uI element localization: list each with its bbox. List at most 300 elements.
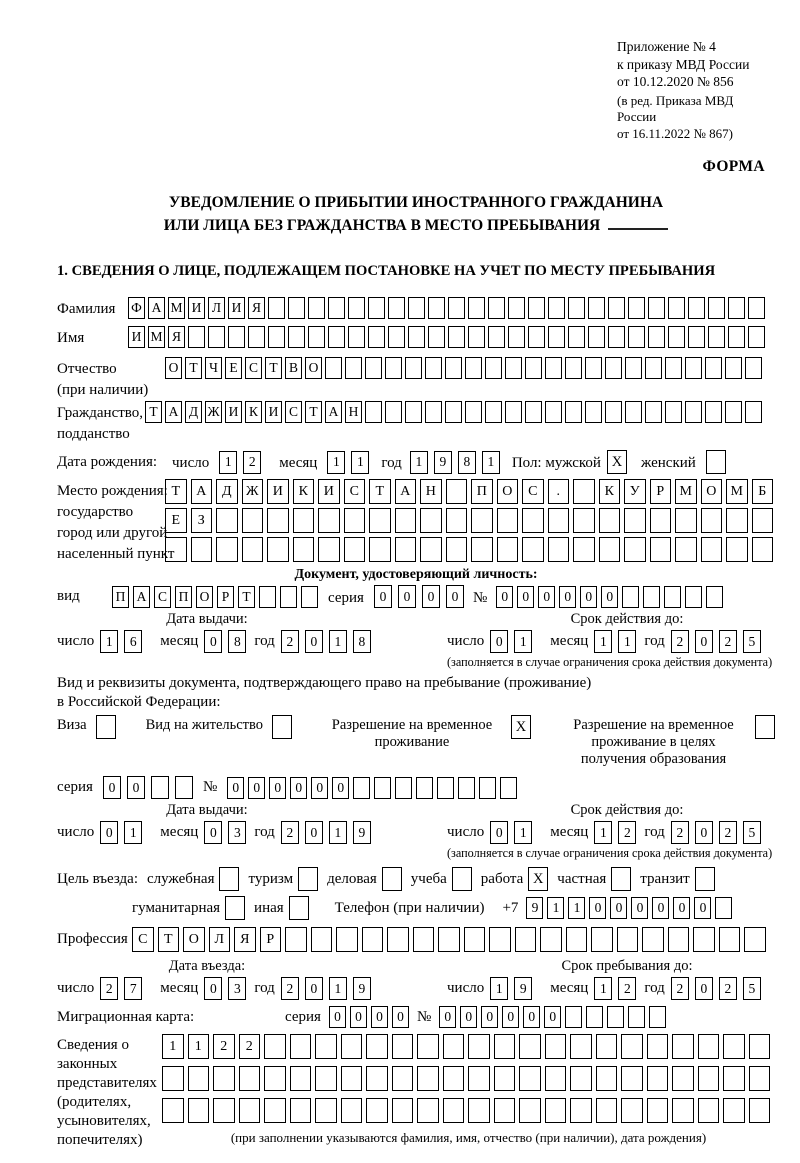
char-cell[interactable] — [417, 1034, 439, 1059]
option-temp-residence-education-checkbox[interactable] — [755, 715, 775, 739]
purpose-tourism-checkbox[interactable] — [298, 867, 318, 891]
char-cell[interactable] — [719, 927, 741, 952]
char-cell[interactable] — [290, 1066, 312, 1091]
char-cell[interactable]: 0 — [601, 586, 618, 608]
char-cell[interactable] — [548, 537, 570, 562]
char-cell[interactable] — [268, 297, 285, 319]
char-cell[interactable]: К — [245, 401, 262, 423]
char-cell[interactable] — [588, 297, 605, 319]
char-cell[interactable] — [494, 1098, 516, 1123]
char-cell[interactable] — [465, 401, 482, 423]
residence-issue-day-cells[interactable] — [100, 821, 142, 844]
char-cell[interactable]: 2 — [239, 1034, 261, 1059]
char-cell[interactable] — [388, 326, 405, 348]
char-cell[interactable] — [311, 927, 333, 952]
char-cell[interactable] — [488, 297, 505, 319]
char-cell[interactable] — [565, 401, 582, 423]
char-cell[interactable] — [293, 537, 315, 562]
char-cell[interactable] — [605, 357, 622, 379]
char-cell[interactable] — [288, 297, 305, 319]
char-cell[interactable]: 0 — [248, 777, 265, 799]
char-cell[interactable] — [723, 1098, 745, 1123]
char-cell[interactable] — [573, 508, 595, 533]
char-cell[interactable] — [425, 401, 442, 423]
char-cell[interactable] — [369, 537, 391, 562]
char-cell[interactable]: 0 — [204, 821, 222, 844]
entry-year-cells[interactable] — [281, 977, 371, 1000]
char-cell[interactable] — [264, 1066, 286, 1091]
char-cell[interactable]: К — [599, 479, 621, 504]
residence-expiry-year-cells[interactable] — [671, 821, 761, 844]
char-cell[interactable] — [565, 357, 582, 379]
char-cell[interactable] — [701, 537, 723, 562]
char-cell[interactable]: П — [175, 586, 192, 608]
char-cell[interactable]: 0 — [695, 630, 713, 653]
char-cell[interactable]: 1 — [162, 1034, 184, 1059]
char-cell[interactable]: 0 — [446, 585, 464, 608]
char-cell[interactable]: А — [165, 401, 182, 423]
char-cell[interactable] — [642, 927, 664, 952]
char-cell[interactable]: 1 — [618, 630, 636, 653]
char-cell[interactable] — [446, 537, 468, 562]
char-cell[interactable] — [301, 586, 318, 608]
char-cell[interactable]: 0 — [103, 776, 121, 799]
char-cell[interactable]: 7 — [124, 977, 142, 1000]
char-cell[interactable]: 8 — [458, 451, 476, 474]
char-cell[interactable] — [188, 1098, 210, 1123]
char-cell[interactable] — [685, 586, 702, 608]
char-cell[interactable] — [621, 1098, 643, 1123]
char-cell[interactable] — [428, 297, 445, 319]
char-cell[interactable]: И — [188, 297, 205, 319]
char-cell[interactable]: 1 — [482, 451, 500, 474]
char-cell[interactable] — [643, 586, 660, 608]
char-cell[interactable]: 0 — [481, 1006, 498, 1028]
char-cell[interactable]: 0 — [350, 1006, 367, 1028]
char-cell[interactable]: 9 — [434, 451, 452, 474]
char-cell[interactable]: 0 — [332, 777, 349, 799]
char-cell[interactable] — [621, 1034, 643, 1059]
char-cell[interactable] — [608, 297, 625, 319]
char-cell[interactable] — [388, 297, 405, 319]
char-cell[interactable] — [698, 1066, 720, 1091]
char-cell[interactable] — [264, 1034, 286, 1059]
char-cell[interactable]: С — [522, 479, 544, 504]
char-cell[interactable] — [625, 401, 642, 423]
char-cell[interactable]: 1 — [514, 821, 532, 844]
char-cell[interactable] — [368, 297, 385, 319]
char-cell[interactable] — [293, 508, 315, 533]
char-cell[interactable] — [374, 777, 391, 799]
char-cell[interactable] — [705, 357, 722, 379]
char-cell[interactable] — [596, 1066, 618, 1091]
char-cell[interactable]: 2 — [243, 451, 261, 474]
char-cell[interactable] — [341, 1034, 363, 1059]
stay-until-year-cells[interactable] — [671, 977, 761, 1000]
char-cell[interactable] — [698, 1098, 720, 1123]
char-cell[interactable]: И — [267, 479, 289, 504]
identity-expiry-day-cells[interactable] — [490, 630, 532, 653]
stay-until-month-cells[interactable] — [594, 977, 636, 1000]
birth-place-cells-row3[interactable] — [165, 537, 773, 562]
purpose-humanitarian-checkbox[interactable] — [225, 896, 245, 920]
char-cell[interactable] — [485, 357, 502, 379]
residence-series-cells[interactable] — [103, 776, 193, 799]
char-cell[interactable] — [328, 326, 345, 348]
char-cell[interactable]: И — [225, 401, 242, 423]
char-cell[interactable]: О — [497, 479, 519, 504]
char-cell[interactable] — [336, 927, 358, 952]
char-cell[interactable]: 2 — [719, 977, 737, 1000]
char-cell[interactable]: Я — [168, 326, 185, 348]
char-cell[interactable] — [749, 1034, 771, 1059]
char-cell[interactable]: А — [148, 297, 165, 319]
profession-cells[interactable] — [132, 927, 766, 952]
char-cell[interactable] — [464, 927, 486, 952]
char-cell[interactable]: 0 — [305, 977, 323, 1000]
char-cell[interactable] — [268, 326, 285, 348]
char-cell[interactable] — [445, 401, 462, 423]
char-cell[interactable] — [165, 537, 187, 562]
char-cell[interactable]: С — [245, 357, 262, 379]
char-cell[interactable] — [315, 1098, 337, 1123]
char-cell[interactable] — [445, 357, 462, 379]
sex-male-checkbox[interactable]: X — [607, 450, 627, 474]
char-cell[interactable]: 0 — [290, 777, 307, 799]
char-cell[interactable] — [605, 401, 622, 423]
char-cell[interactable] — [500, 777, 517, 799]
char-cell[interactable] — [188, 326, 205, 348]
char-cell[interactable]: У — [624, 479, 646, 504]
birth-day-cells[interactable] — [219, 451, 261, 474]
char-cell[interactable] — [548, 508, 570, 533]
char-cell[interactable] — [548, 326, 565, 348]
char-cell[interactable] — [405, 401, 422, 423]
char-cell[interactable]: 9 — [526, 897, 543, 919]
char-cell[interactable]: Д — [185, 401, 202, 423]
char-cell[interactable] — [672, 1034, 694, 1059]
char-cell[interactable] — [348, 326, 365, 348]
char-cell[interactable] — [585, 357, 602, 379]
char-cell[interactable]: 9 — [514, 977, 532, 1000]
char-cell[interactable] — [515, 927, 537, 952]
char-cell[interactable] — [528, 326, 545, 348]
char-cell[interactable]: А — [133, 586, 150, 608]
char-cell[interactable] — [348, 297, 365, 319]
char-cell[interactable]: 0 — [673, 897, 690, 919]
purpose-transit-checkbox[interactable] — [695, 867, 715, 891]
char-cell[interactable] — [408, 297, 425, 319]
char-cell[interactable]: 1 — [410, 451, 428, 474]
char-cell[interactable]: 2 — [618, 821, 636, 844]
char-cell[interactable] — [468, 1034, 490, 1059]
char-cell[interactable] — [519, 1066, 541, 1091]
char-cell[interactable] — [385, 357, 402, 379]
char-cell[interactable] — [239, 1098, 261, 1123]
char-cell[interactable]: 1 — [219, 451, 237, 474]
char-cell[interactable] — [443, 1034, 465, 1059]
char-cell[interactable] — [417, 1066, 439, 1091]
char-cell[interactable]: Ч — [205, 357, 222, 379]
char-cell[interactable]: 2 — [281, 821, 299, 844]
char-cell[interactable] — [362, 927, 384, 952]
sex-female-checkbox[interactable] — [706, 450, 726, 474]
char-cell[interactable]: П — [471, 479, 493, 504]
char-cell[interactable] — [622, 586, 639, 608]
entry-day-cells[interactable] — [100, 977, 142, 1000]
char-cell[interactable] — [485, 401, 502, 423]
char-cell[interactable] — [408, 326, 425, 348]
char-cell[interactable]: 0 — [398, 585, 416, 608]
char-cell[interactable] — [672, 1098, 694, 1123]
char-cell[interactable] — [545, 1034, 567, 1059]
char-cell[interactable]: Т — [265, 357, 282, 379]
residence-expiry-day-cells[interactable] — [490, 821, 532, 844]
char-cell[interactable] — [489, 927, 511, 952]
char-cell[interactable]: 0 — [490, 821, 508, 844]
identity-issue-day-cells[interactable] — [100, 630, 142, 653]
char-cell[interactable]: 2 — [281, 977, 299, 1000]
char-cell[interactable] — [443, 1098, 465, 1123]
char-cell[interactable] — [267, 537, 289, 562]
citizenship-cells[interactable] — [145, 401, 762, 423]
char-cell[interactable] — [728, 326, 745, 348]
char-cell[interactable] — [248, 326, 265, 348]
char-cell[interactable]: Ж — [205, 401, 222, 423]
char-cell[interactable] — [341, 1066, 363, 1091]
char-cell[interactable]: 0 — [305, 630, 323, 653]
char-cell[interactable] — [290, 1098, 312, 1123]
char-cell[interactable]: 1 — [594, 821, 612, 844]
char-cell[interactable] — [752, 508, 774, 533]
char-cell[interactable]: Я — [234, 927, 256, 952]
char-cell[interactable]: 1 — [329, 630, 347, 653]
char-cell[interactable]: 0 — [422, 585, 440, 608]
char-cell[interactable]: Р — [217, 586, 234, 608]
char-cell[interactable]: Т — [369, 479, 391, 504]
char-cell[interactable]: 0 — [269, 777, 286, 799]
identity-series-cells[interactable] — [374, 585, 464, 608]
residence-issue-month-cells[interactable] — [204, 821, 246, 844]
char-cell[interactable] — [668, 297, 685, 319]
char-cell[interactable] — [239, 1066, 261, 1091]
char-cell[interactable] — [650, 508, 672, 533]
char-cell[interactable] — [668, 927, 690, 952]
char-cell[interactable] — [708, 297, 725, 319]
char-cell[interactable] — [519, 1098, 541, 1123]
char-cell[interactable]: 1 — [594, 977, 612, 1000]
char-cell[interactable] — [315, 1066, 337, 1091]
char-cell[interactable] — [588, 326, 605, 348]
char-cell[interactable]: Е — [225, 357, 242, 379]
purpose-work-checkbox[interactable]: X — [528, 867, 548, 891]
char-cell[interactable]: Ж — [242, 479, 264, 504]
char-cell[interactable] — [545, 357, 562, 379]
char-cell[interactable]: 9 — [353, 821, 371, 844]
char-cell[interactable] — [208, 326, 225, 348]
char-cell[interactable] — [318, 508, 340, 533]
char-cell[interactable] — [288, 326, 305, 348]
representatives-cells-row1[interactable] — [162, 1034, 775, 1059]
char-cell[interactable] — [392, 1098, 414, 1123]
char-cell[interactable] — [366, 1098, 388, 1123]
char-cell[interactable]: О — [305, 357, 322, 379]
char-cell[interactable] — [479, 777, 496, 799]
char-cell[interactable] — [420, 508, 442, 533]
char-cell[interactable]: Т — [238, 586, 255, 608]
char-cell[interactable]: 2 — [213, 1034, 235, 1059]
char-cell[interactable] — [267, 508, 289, 533]
char-cell[interactable]: 1 — [327, 451, 345, 474]
char-cell[interactable] — [448, 326, 465, 348]
char-cell[interactable]: Р — [650, 479, 672, 504]
char-cell[interactable]: 5 — [743, 630, 761, 653]
char-cell[interactable]: 1 — [568, 897, 585, 919]
char-cell[interactable] — [387, 927, 409, 952]
char-cell[interactable] — [497, 537, 519, 562]
char-cell[interactable]: И — [228, 297, 245, 319]
char-cell[interactable]: 1 — [514, 630, 532, 653]
char-cell[interactable] — [285, 927, 307, 952]
char-cell[interactable]: Л — [209, 927, 231, 952]
char-cell[interactable]: 2 — [671, 821, 689, 844]
char-cell[interactable]: 0 — [523, 1006, 540, 1028]
char-cell[interactable] — [649, 1006, 666, 1028]
char-cell[interactable]: И — [318, 479, 340, 504]
char-cell[interactable] — [525, 401, 542, 423]
char-cell[interactable]: 1 — [490, 977, 508, 1000]
char-cell[interactable] — [438, 927, 460, 952]
char-cell[interactable] — [685, 357, 702, 379]
char-cell[interactable] — [318, 537, 340, 562]
char-cell[interactable]: П — [112, 586, 129, 608]
char-cell[interactable]: 0 — [589, 897, 606, 919]
char-cell[interactable] — [715, 897, 732, 919]
char-cell[interactable] — [648, 326, 665, 348]
char-cell[interactable] — [344, 537, 366, 562]
option-temp-residence-checkbox[interactable]: X — [511, 715, 531, 739]
char-cell[interactable] — [725, 401, 742, 423]
char-cell[interactable]: М — [675, 479, 697, 504]
char-cell[interactable]: 0 — [305, 821, 323, 844]
birth-month-cells[interactable] — [327, 451, 369, 474]
purpose-private-checkbox[interactable] — [611, 867, 631, 891]
char-cell[interactable]: 2 — [671, 630, 689, 653]
char-cell[interactable]: Т — [305, 401, 322, 423]
char-cell[interactable] — [458, 777, 475, 799]
char-cell[interactable] — [726, 537, 748, 562]
residence-number-cells[interactable] — [227, 777, 517, 799]
char-cell[interactable] — [645, 401, 662, 423]
char-cell[interactable] — [345, 357, 362, 379]
char-cell[interactable] — [685, 401, 702, 423]
char-cell[interactable] — [665, 401, 682, 423]
char-cell[interactable] — [366, 1034, 388, 1059]
char-cell[interactable] — [341, 1098, 363, 1123]
char-cell[interactable]: Т — [158, 927, 180, 952]
char-cell[interactable]: Д — [216, 479, 238, 504]
entry-month-cells[interactable] — [204, 977, 246, 1000]
char-cell[interactable] — [688, 297, 705, 319]
char-cell[interactable]: 0 — [127, 776, 145, 799]
char-cell[interactable]: 0 — [695, 977, 713, 1000]
residence-issue-year-cells[interactable] — [281, 821, 371, 844]
char-cell[interactable] — [494, 1066, 516, 1091]
char-cell[interactable]: 0 — [559, 586, 576, 608]
char-cell[interactable] — [596, 1034, 618, 1059]
char-cell[interactable]: 0 — [100, 821, 118, 844]
char-cell[interactable] — [617, 927, 639, 952]
char-cell[interactable] — [628, 1006, 645, 1028]
char-cell[interactable]: Р — [260, 927, 282, 952]
char-cell[interactable]: 0 — [204, 977, 222, 1000]
char-cell[interactable]: Т — [185, 357, 202, 379]
char-cell[interactable]: О — [183, 927, 205, 952]
char-cell[interactable]: 0 — [374, 585, 392, 608]
purpose-official-checkbox[interactable] — [219, 867, 239, 891]
char-cell[interactable] — [628, 297, 645, 319]
char-cell[interactable] — [385, 401, 402, 423]
char-cell[interactable] — [570, 1034, 592, 1059]
char-cell[interactable] — [675, 537, 697, 562]
char-cell[interactable] — [465, 357, 482, 379]
char-cell[interactable]: 0 — [329, 1006, 346, 1028]
char-cell[interactable] — [328, 297, 345, 319]
char-cell[interactable] — [280, 586, 297, 608]
char-cell[interactable]: 2 — [281, 630, 299, 653]
char-cell[interactable] — [744, 927, 766, 952]
char-cell[interactable]: 2 — [671, 977, 689, 1000]
char-cell[interactable] — [448, 297, 465, 319]
char-cell[interactable] — [585, 401, 602, 423]
char-cell[interactable] — [308, 326, 325, 348]
char-cell[interactable]: О — [165, 357, 182, 379]
char-cell[interactable] — [586, 1006, 603, 1028]
char-cell[interactable]: Т — [165, 479, 187, 504]
char-cell[interactable] — [488, 326, 505, 348]
char-cell[interactable] — [540, 927, 562, 952]
char-cell[interactable] — [698, 1034, 720, 1059]
char-cell[interactable]: С — [154, 586, 171, 608]
char-cell[interactable]: 0 — [544, 1006, 561, 1028]
char-cell[interactable] — [596, 1098, 618, 1123]
char-cell[interactable]: 5 — [743, 821, 761, 844]
char-cell[interactable]: С — [285, 401, 302, 423]
char-cell[interactable]: Т — [145, 401, 162, 423]
surname-cells[interactable] — [128, 297, 765, 319]
char-cell[interactable] — [175, 776, 193, 799]
char-cell[interactable] — [672, 1066, 694, 1091]
char-cell[interactable]: 1 — [351, 451, 369, 474]
char-cell[interactable] — [545, 401, 562, 423]
char-cell[interactable] — [468, 326, 485, 348]
char-cell[interactable] — [505, 357, 522, 379]
char-cell[interactable]: Л — [208, 297, 225, 319]
char-cell[interactable] — [645, 357, 662, 379]
char-cell[interactable] — [228, 326, 245, 348]
char-cell[interactable] — [471, 537, 493, 562]
char-cell[interactable] — [162, 1098, 184, 1123]
char-cell[interactable] — [548, 297, 565, 319]
char-cell[interactable]: 0 — [371, 1006, 388, 1028]
char-cell[interactable]: 0 — [517, 586, 534, 608]
char-cell[interactable] — [425, 357, 442, 379]
char-cell[interactable] — [325, 357, 342, 379]
char-cell[interactable]: 0 — [652, 897, 669, 919]
char-cell[interactable]: О — [196, 586, 213, 608]
char-cell[interactable] — [446, 479, 468, 504]
char-cell[interactable]: 0 — [580, 586, 597, 608]
